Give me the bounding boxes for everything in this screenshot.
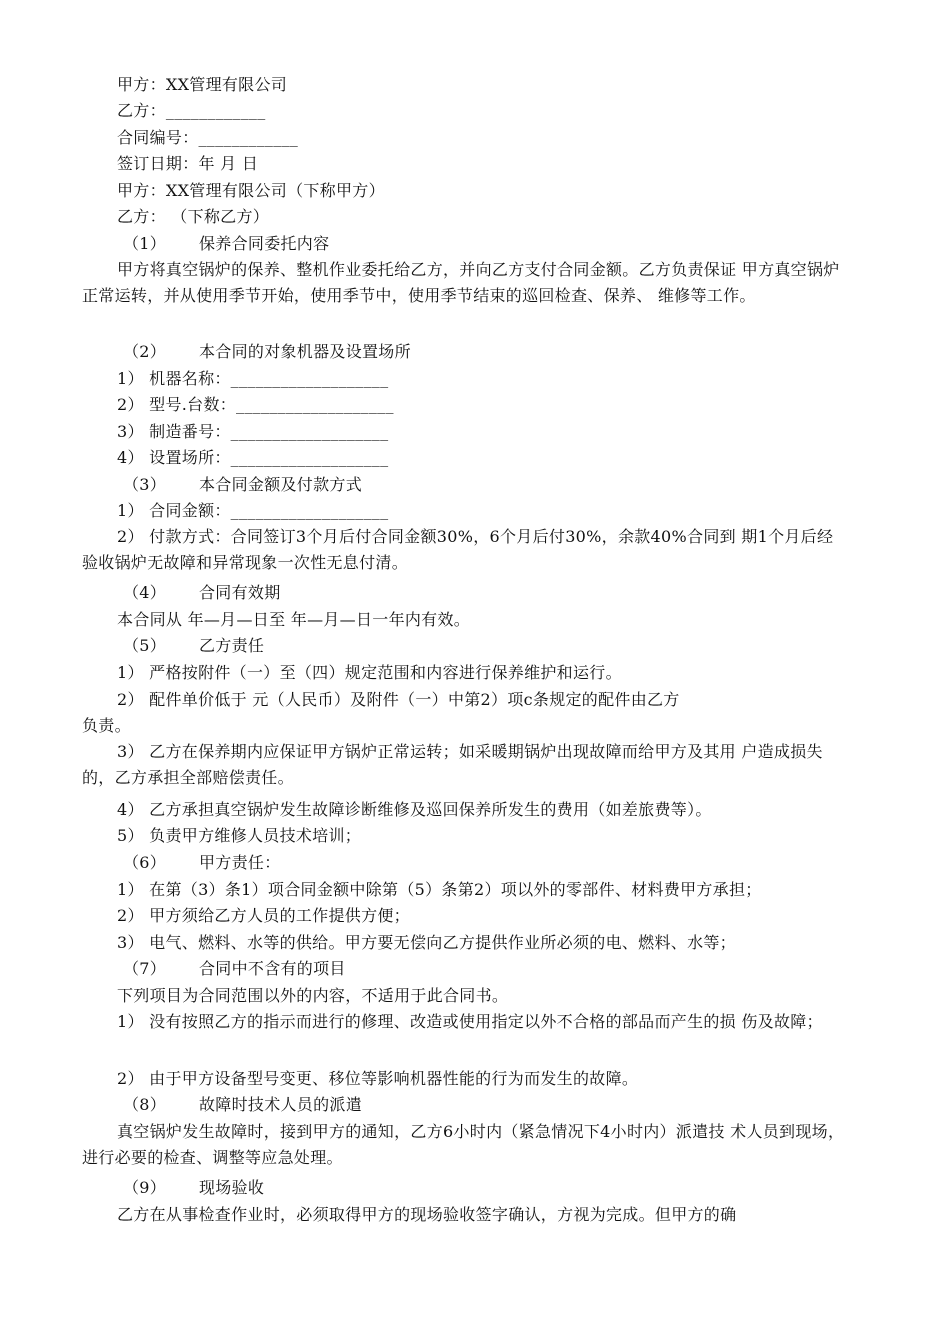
party-a-duty-1: 1） 在第（3）条1）项合同金额中除第（5）条第2）项以外的零部件、材料费甲方承担； bbox=[117, 880, 762, 899]
party-b-duty-2: 2） 配件单价低于 元（人民币）及附件（一）中第2）项c条规定的配件由乙方 bbox=[117, 690, 680, 709]
section-number: （7） bbox=[123, 959, 167, 978]
section-number: （2） bbox=[123, 342, 167, 361]
section-heading-5 bbox=[117, 636, 264, 656]
section-title: 现场验收 bbox=[199, 1178, 265, 1197]
party-a-line: 甲方：XX管理有限公司 bbox=[117, 75, 288, 94]
model-quantity-line: 2） 型号.台数：___________________ bbox=[117, 395, 394, 414]
dispatch-paragraph: 真空锅炉发生故障时，接到甲方的通知，乙方6小时内（紧急情况下4小时内）派遣技 术人员到现场，进行必要的检查、调整等应急处理。 bbox=[82, 1122, 845, 1167]
section-title: 甲方责任： bbox=[199, 853, 281, 872]
section-number: （3） bbox=[123, 475, 167, 494]
payment-terms-paragraph: 2） 付款方式：合同签订3个月后付合同金额30%，6个月后付30%，余款40%合同到 期1个月后经验收锅炉无故障和异常现象一次性无息付清。 bbox=[82, 527, 834, 572]
party-b-duty-3: 3） 乙方在保养期内应保证甲方锅炉正常运转；如采暖期锅炉出现故障而给甲方及其用 户造成损失的，乙方承担全部赔偿责任。 bbox=[82, 742, 823, 787]
section-title: 合同有效期 bbox=[199, 583, 281, 602]
section-number: （9） bbox=[123, 1178, 167, 1197]
section-number: （6） bbox=[123, 853, 167, 872]
acceptance-paragraph: 乙方在从事检查作业时，必须取得甲方的现场验收签字确认，方视为完成。但甲方的确 bbox=[117, 1205, 737, 1224]
party-b-duty-5: 5） 负责甲方维修人员技术培训； bbox=[117, 826, 362, 845]
section-heading-9 bbox=[117, 1178, 264, 1198]
section-heading-1 bbox=[117, 234, 329, 254]
section-heading-6 bbox=[117, 853, 281, 873]
machine-name-line: 1） 机器名称：___________________ bbox=[117, 369, 389, 388]
section-number: （8） bbox=[123, 1095, 167, 1114]
installation-site-line: 4） 设置场所：___________________ bbox=[117, 448, 389, 467]
party-a-duty-3: 3） 电气、燃料、水等的供给。甲方要无偿向乙方提供作业所必须的电、燃料、水等； bbox=[117, 933, 736, 952]
section-number: （5） bbox=[123, 636, 167, 655]
section-heading-2 bbox=[117, 342, 411, 362]
section-heading-7 bbox=[117, 959, 346, 979]
party-b-line: 乙方：____________ bbox=[117, 101, 266, 120]
sign-date-line: 签订日期：年 月 日 bbox=[117, 154, 259, 173]
contract-amount-line: 1） 合同金额：___________________ bbox=[117, 501, 389, 520]
section-heading-4 bbox=[117, 583, 281, 603]
section-title: 乙方责任 bbox=[199, 636, 265, 655]
section-title: 本合同金额及付款方式 bbox=[199, 475, 363, 494]
party-b-definition: 乙方： （下称乙方） bbox=[117, 207, 270, 226]
section-heading-8 bbox=[117, 1095, 362, 1115]
validity-line: 本合同从 年—月—日至 年—月—日一年内有效。 bbox=[117, 610, 471, 629]
paragraph-scope: 甲方将真空锅炉的保养、整机作业委托给乙方，并向乙方支付合同金额。乙方负责保证 甲方真空锅炉正常运转，并从使用季节开始，使用季节中，使用季节结束的巡回检查、保养、 维修等工作。 bbox=[82, 260, 840, 305]
section-title: 故障时技术人员的派遣 bbox=[199, 1095, 363, 1114]
exclusion-1: 1） 没有按照乙方的指示而进行的修理、改造或使用指定以外不合格的部品而产生的损 伤及故障； bbox=[117, 1012, 823, 1031]
party-a-definition: 甲方：XX管理有限公司（下称甲方） bbox=[117, 181, 385, 200]
section-number: （1） bbox=[123, 234, 167, 253]
section-title: 保养合同委托内容 bbox=[199, 234, 330, 253]
serial-number-line: 3） 制造番号：___________________ bbox=[117, 422, 389, 441]
party-b-duty-1: 1） 严格按附件（一）至（四）规定范围和内容进行保养维护和运行。 bbox=[117, 663, 622, 682]
section-number: （4） bbox=[123, 583, 167, 602]
exclusion-2: 2） 由于甲方设备型号变更、移位等影响机器性能的行为而发生的故障。 bbox=[117, 1069, 639, 1088]
party-a-duty-2: 2） 甲方须给乙方人员的工作提供方便； bbox=[117, 906, 410, 925]
party-b-duty-4: 4） 乙方承担真空锅炉发生故障诊断维修及巡回保养所发生的费用（如差旅费等）。 bbox=[117, 800, 712, 819]
section-heading-3 bbox=[117, 475, 362, 495]
exclusions-intro: 下列项目为合同范围以外的内容，不适用于此合同书。 bbox=[117, 986, 509, 1005]
party-b-duty-2-cont: 负责。 bbox=[82, 716, 131, 735]
contract-number-line: 合同编号：____________ bbox=[117, 128, 299, 147]
section-title: 合同中不含有的项目 bbox=[199, 959, 346, 978]
section-title: 本合同的对象机器及设置场所 bbox=[199, 342, 411, 361]
